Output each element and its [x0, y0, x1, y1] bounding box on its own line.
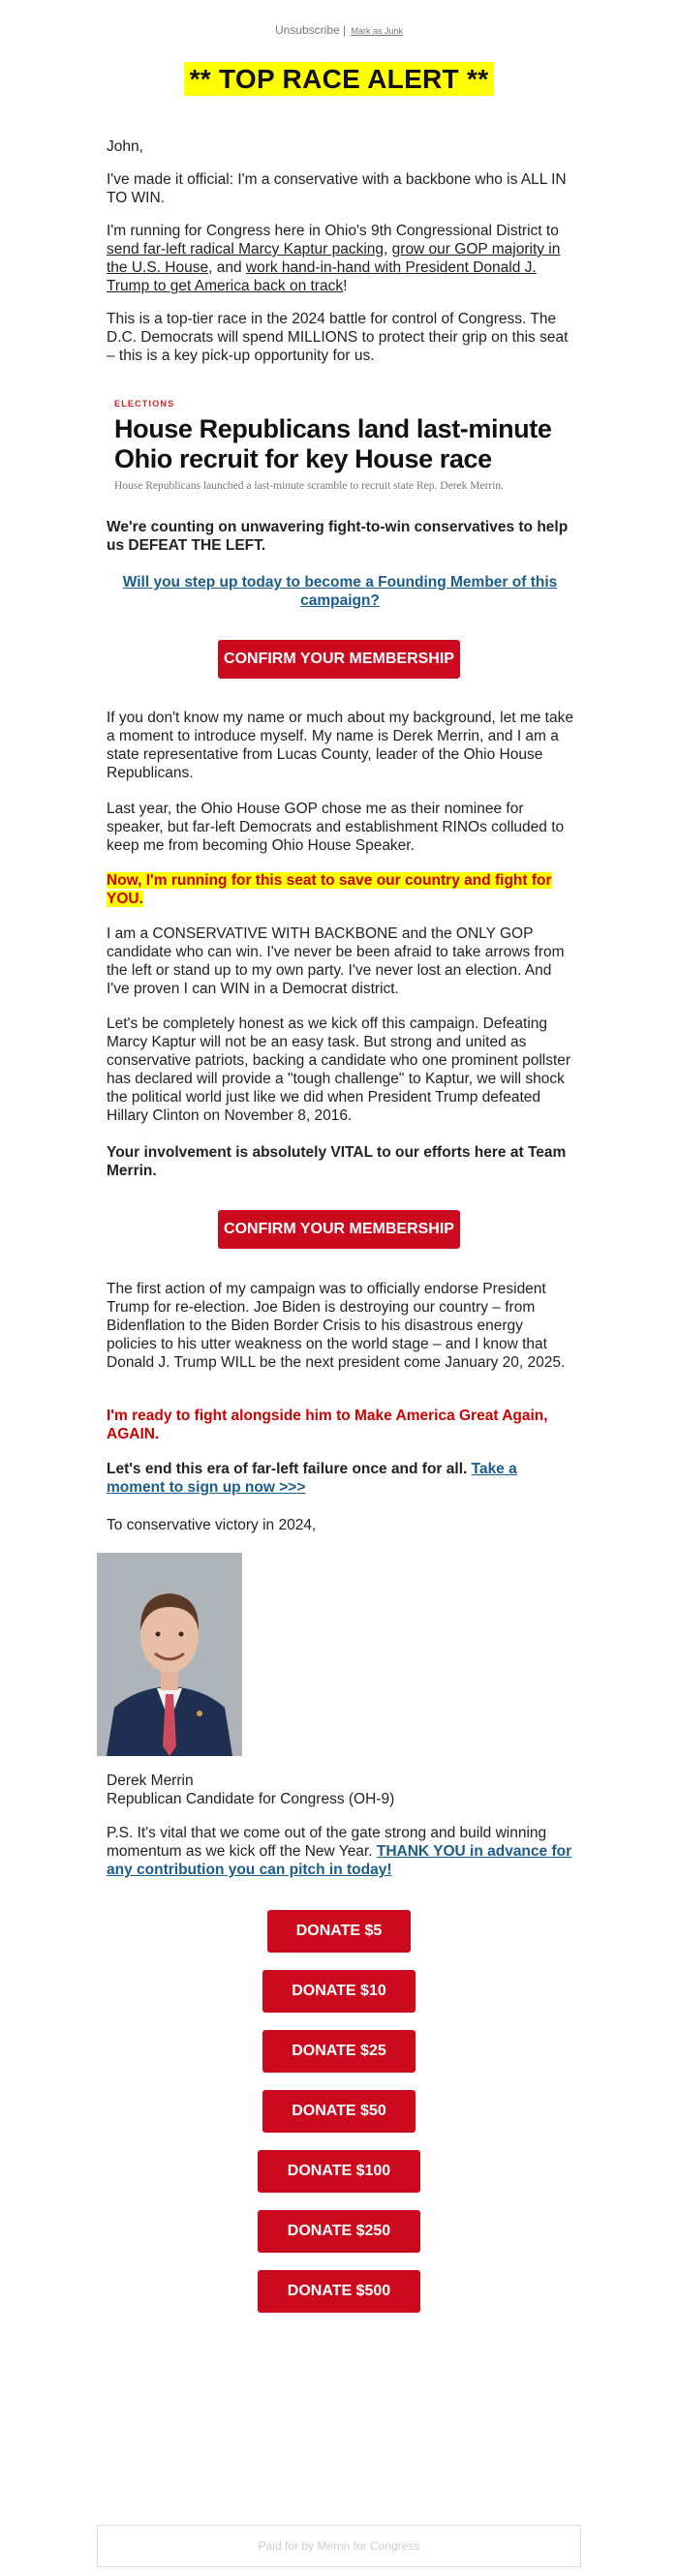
maga-paragraph: I'm ready to fight alongside him to Make America Great Again, AGAIN. — [107, 1408, 548, 1442]
donate-wrap-250 — [0, 2210, 678, 2253]
greeting: John, — [107, 138, 143, 155]
donate-wrap-5 — [0, 1910, 678, 1953]
donate-5-button[interactable]: DONATE $5 — [267, 1910, 411, 1953]
sign-up-link[interactable]: Take a moment to sign up now >>> — [107, 1461, 517, 1496]
signature-name: Derek Merrin — [107, 1773, 194, 1789]
ps-paragraph: P.S. It's vital that we come out of the gate strong and build winning momentum as we kick off the New Year. THANK YOU in advance for any contribution you can pitch in today! — [107, 1825, 572, 1878]
candidate-portrait — [97, 1553, 242, 1756]
donate-100-button[interactable]: DONATE $100 — [258, 2150, 420, 2193]
running-seat-paragraph — [107, 871, 573, 908]
paid-for-footer — [97, 2525, 581, 2567]
confirm-membership-wrap-2 — [0, 1210, 678, 1249]
honest-paragraph: Let's be completely honest as we kick off this campaign. Defeating Marcy Kaptur will not be an easy task. But strong and united as conservative patriots, backing a candidate who one prominent pollster has declared will provide a "tough challenge" to Kaptur, we will shock the political world just like we did when President Trump defeated Hillary Clinton on November 8, 2016. — [107, 1015, 571, 1124]
backbone-paragraph: I am a CONSERVATIVE WITH BACKBONE and the ONLY GOP candidate who can win. I've never be been afraid to take arrows from the left or stand up to my own party. I've never lost an election. And I've proven I can WIN in a Democrat district. — [107, 925, 565, 997]
unsubscribe-bar — [0, 23, 678, 37]
speaker-paragraph: Last year, the Ohio House GOP chose me as their nominee for speaker, but far-left Democrats and establishment RINOs colluded to keep me from becoming Ohio House Speaker. — [107, 801, 565, 854]
article-headline: House Republicans land last-minute Ohio recruit for key House race — [114, 414, 552, 473]
ps-contribution-link[interactable]: THANK YOU in advance for any contribution you can pitch in today! — [107, 1843, 572, 1878]
donate-wrap-10 — [0, 1970, 678, 2013]
donate-250-button[interactable]: DONATE $250 — [258, 2210, 420, 2253]
intro-paragraph: I've made it official: I'm a conservative with a backbone who is ALL IN TO WIN. — [107, 171, 567, 206]
donate-wrap-25 — [0, 2030, 678, 2073]
candidate-photo — [97, 1553, 242, 1756]
closing-line: To conservative victory in 2024, — [107, 1517, 317, 1533]
running-paragraph: I'm running for Congress here in Ohio's 9th Congressional District to send far-left radical Marcy Kaptur packing, grow our GOP majority in the U.S. House, and work hand-in-hand with President Donald J. Trump to get America back on track! — [107, 223, 561, 294]
confirm-membership-wrap — [0, 640, 678, 679]
mark-as-junk-link[interactable]: Mark as Junk — [351, 26, 404, 36]
donate-wrap-100 — [0, 2150, 678, 2193]
signature-title: Republican Candidate for Congress (OH-9) — [107, 1791, 395, 1807]
donate-500-button[interactable]: DONATE $500 — [258, 2270, 420, 2313]
donate-wrap-500 — [0, 2270, 678, 2313]
article-subtitle: House Republicans launched a last-minute scramble to recruit state Rep. Derek Merrin. — [114, 480, 505, 492]
signature-block — [107, 1772, 573, 1808]
alert-title: ** TOP RACE ALERT ** — [184, 62, 495, 96]
sign-up-paragraph: Let's end this era of far-left failure once and for all. Take a moment to sign up now >>> — [107, 1461, 517, 1496]
donate-10-button[interactable]: DONATE $10 — [262, 1970, 416, 2013]
counting-paragraph: We're counting on unwavering fight-to-win conservatives to help us DEFEAT THE LEFT. — [107, 519, 569, 554]
involvement-paragraph: Your involvement is absolutely VITAL to our efforts here at Team Merrin. — [107, 1144, 567, 1179]
donate-wrap-50 — [0, 2090, 678, 2133]
kaptur-link[interactable]: send far-left radical Marcy Kaptur packing — [107, 241, 385, 258]
donate-25-button[interactable]: DONATE $25 — [262, 2030, 416, 2073]
gop-majority-link[interactable]: grow our GOP majority in the U.S. House — [107, 241, 561, 276]
news-article-image[interactable] — [114, 399, 575, 492]
confirm-membership-button-2[interactable]: CONFIRM YOUR MEMBERSHIP — [218, 1210, 460, 1249]
unsubscribe-link[interactable]: Unsubscribe | — [274, 23, 347, 37]
trump-link[interactable]: work hand-in-hand with President Donald J. Trump to get America back on track — [107, 259, 537, 294]
highlighted-statement: Now, I'm running for this seat to save our country and fight for YOU. — [107, 872, 552, 907]
founding-member-paragraph — [107, 573, 573, 610]
endorse-paragraph: The first action of my campaign was to officially endorse President Trump for re-election. Joe Biden is destroying our country – from Bidenflation to the Biden Border Crisis to his disastrous energy policies to his utter weakness on the world stage – and I know that Donald J. Trump WILL be the next president come January 20, 2025. — [107, 1281, 566, 1371]
confirm-membership-button[interactable]: CONFIRM YOUR MEMBERSHIP — [218, 640, 460, 679]
race-paragraph: This is a top-tier race in the 2024 battle for control of Congress. The D.C. Democrats will spend MILLIONS to protect their grip on this seat – this is a key pick-up opportunity for us. — [107, 311, 569, 364]
founding-member-link[interactable]: Will you step up today to become a Founding Member of this campaign? — [122, 574, 558, 609]
alert-banner — [0, 64, 678, 95]
donate-50-button[interactable]: DONATE $50 — [262, 2090, 416, 2133]
paid-for-text: Paid for by Merrin for Congress — [258, 2539, 420, 2553]
background-paragraph: If you don't know my name or much about my background, let me take a moment to introduce myself. My name is Derek Merrin, and I am a state representative from Lucas County, leader of the Ohio House Republicans. — [107, 710, 573, 781]
article-kicker: ELECTIONS — [114, 399, 175, 409]
